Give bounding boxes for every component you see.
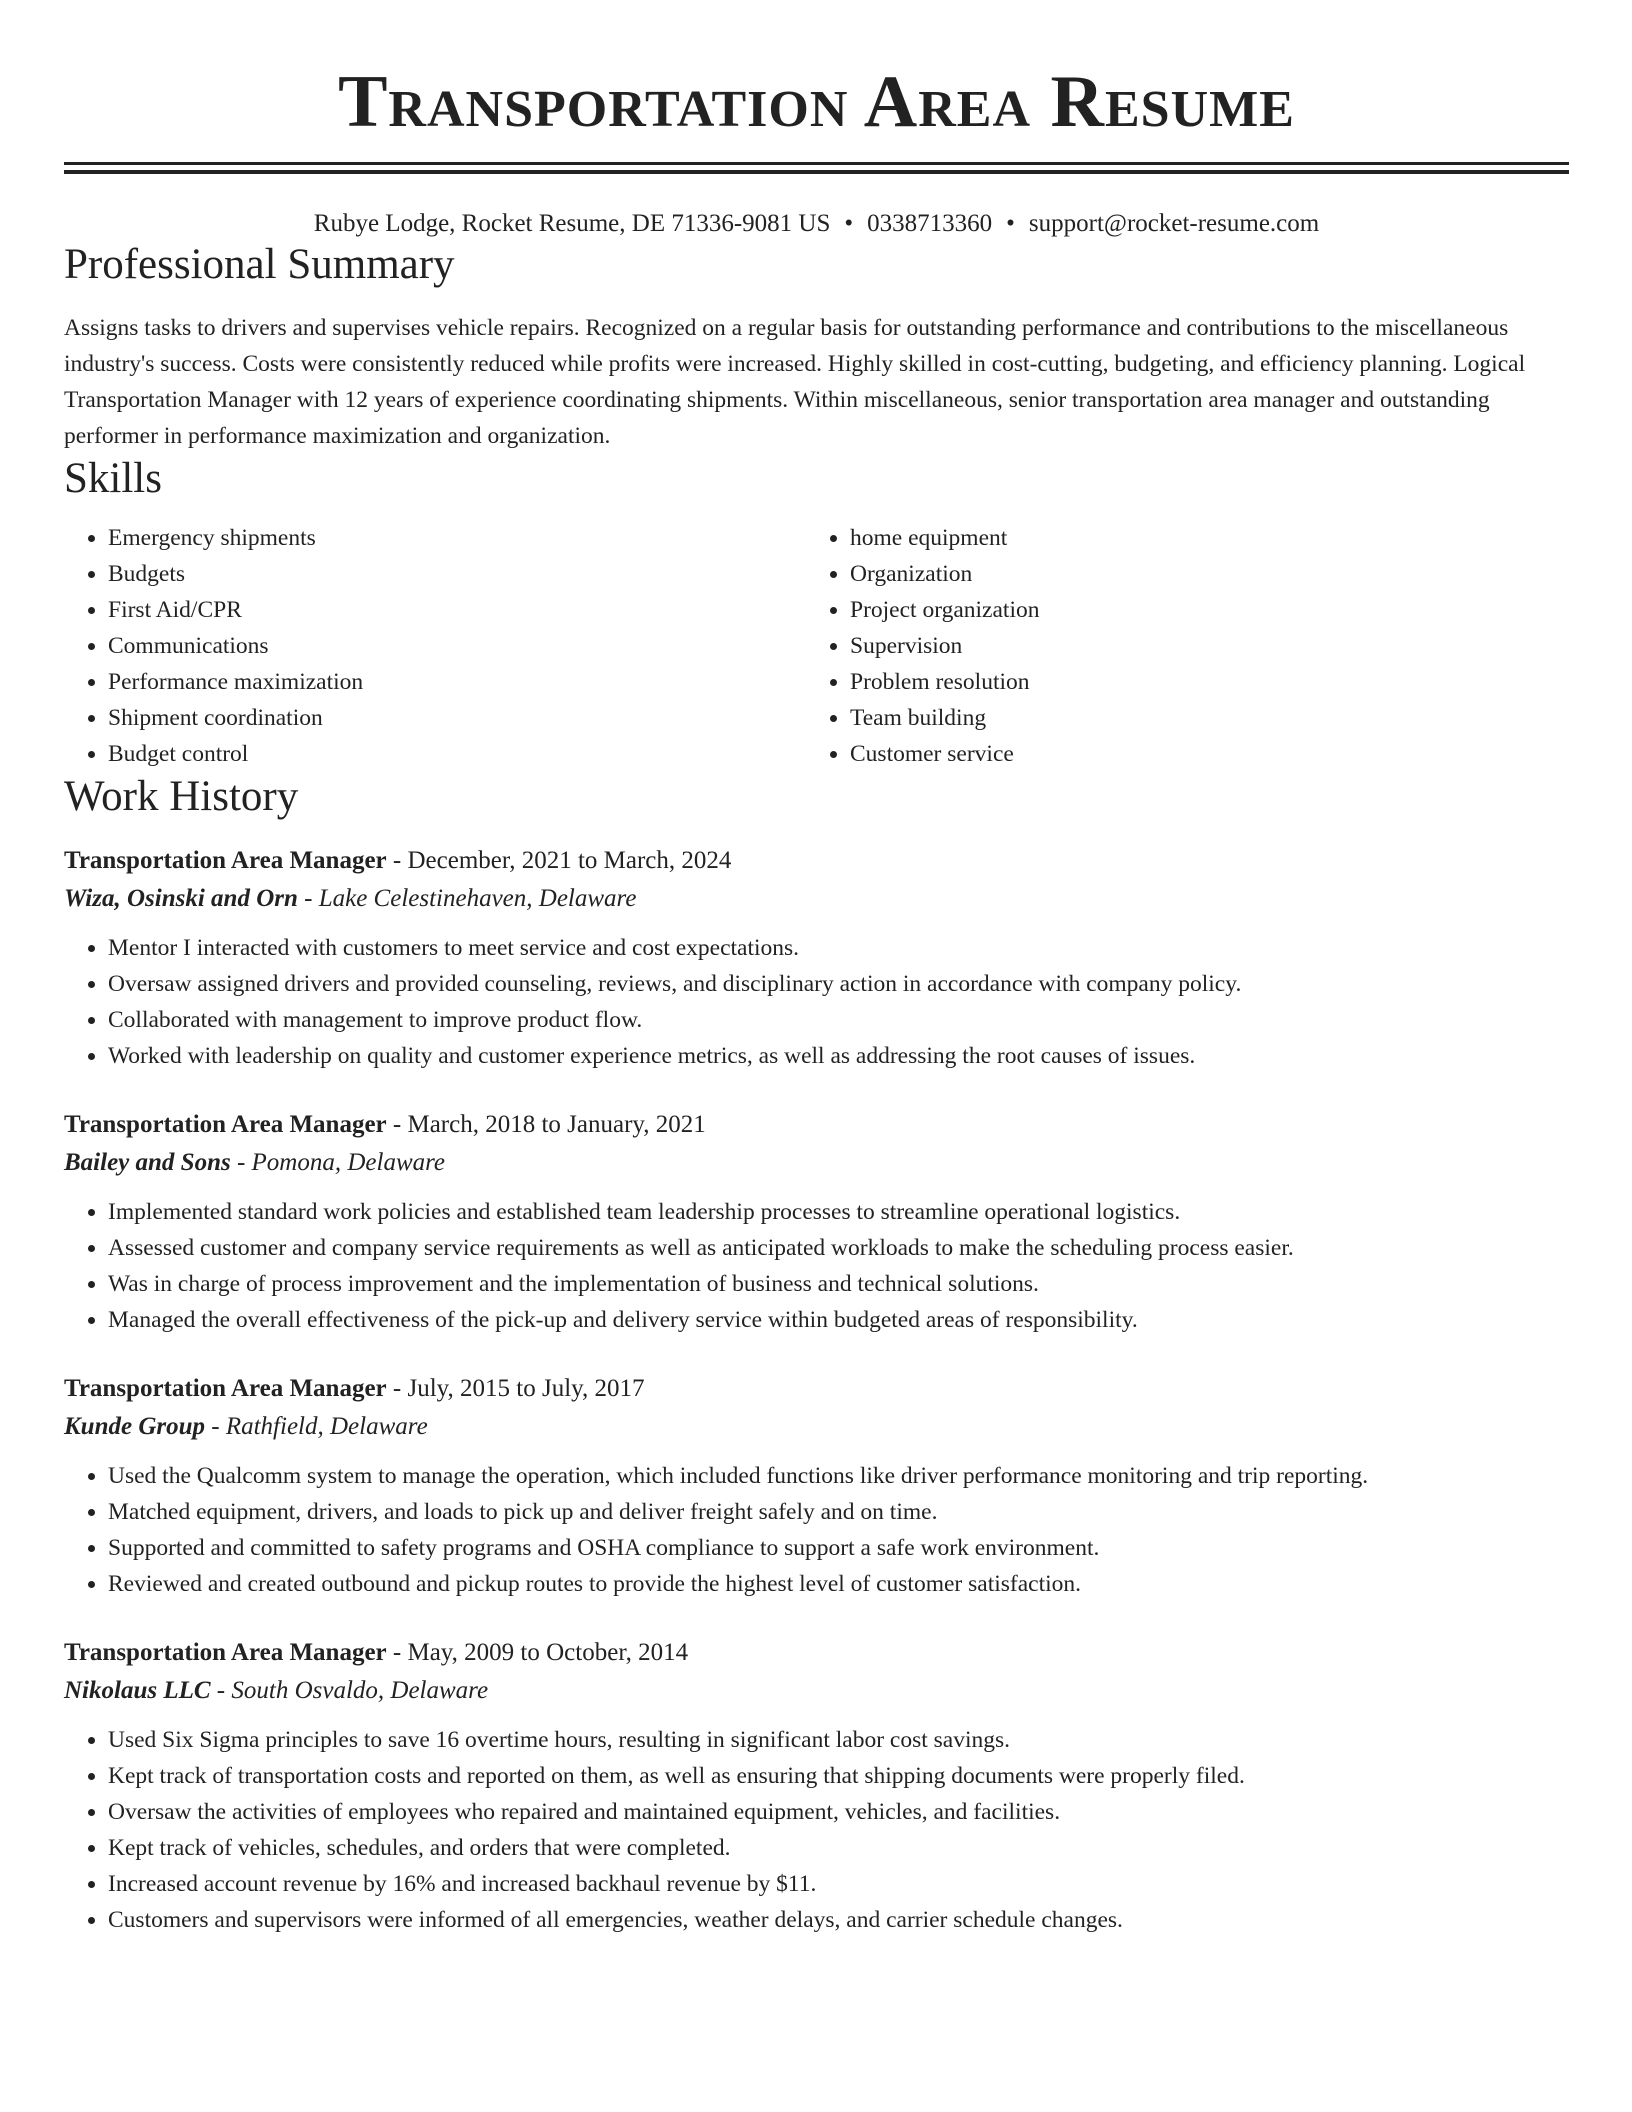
job-dash: - xyxy=(386,847,408,874)
job-title: Transportation Area Manager xyxy=(64,1639,387,1666)
duty-item: • Kept track of vehicles, schedules, and orders that were completed. xyxy=(108,1830,1569,1866)
duty-item: • Oversaw the activities of employees who repaired and maintained equipment, vehicles, and facilities. xyxy=(108,1794,1569,1830)
summary-text: Assigns tasks to drivers and supervises vehicle repairs. Recognized on a regular basis for outstanding performance and contributions to the miscellaneous industry's success. Costs were consistently reduced while profits were increased. Highly skilled in cost-cutting, budgeting, and efficiency planning. Logical Transportation Manager with 12 years of experience coordinating shipments. Within miscellaneous, senior transportation area manager and outstanding performer in performance maximization and organization. xyxy=(64,315,1526,449)
skill-item: • Project organization xyxy=(850,592,1548,628)
job-entry xyxy=(64,1634,1569,1938)
job-title: Transportation Area Manager xyxy=(64,1375,387,1402)
duty-item: • Mentor I interacted with customers to meet service and cost expectations. xyxy=(108,930,1569,966)
duty-item: • Customers and supervisors were informed of all emergencies, weather delays, and carrier schedule changes. xyxy=(108,1902,1569,1938)
job-title: Transportation Area Manager xyxy=(64,847,387,874)
job-dash: - xyxy=(386,1639,408,1666)
skills-column-right xyxy=(806,520,1548,772)
skill-item: • First Aid/CPR xyxy=(108,592,806,628)
duty-item: • Supported and committed to safety programs and OSHA compliance to support a safe work environment. xyxy=(108,1530,1569,1566)
job-dates: May, 2009 to October, 2014 xyxy=(407,1639,689,1666)
job-location: Rathfield, Delaware xyxy=(225,1413,428,1440)
duty-item: • Managed the overall effectiveness of the pick-up and delivery service within budgeted areas of responsibility. xyxy=(108,1302,1569,1338)
job-entry xyxy=(64,1370,1569,1602)
job-location: Lake Celestinehaven, Delaware xyxy=(318,885,637,912)
duty-item: • Matched equipment, drivers, and loads to pick up and deliver freight safely and on time. xyxy=(108,1494,1569,1530)
duty-item: • Implemented standard work policies and established team leadership processes to streamline operational logistics. xyxy=(108,1194,1569,1230)
duty-item: • Worked with leadership on quality and customer experience metrics, as well as addressing the root causes of issues. xyxy=(108,1038,1569,1074)
resume-page xyxy=(64,0,1569,1938)
duty-item: • Used the Qualcomm system to manage the operation, which included functions like driver performance monitoring and trip reporting. xyxy=(108,1458,1569,1494)
duty-item: • Used Six Sigma principles to save 16 overtime hours, resulting in significant labor cost savings. xyxy=(108,1722,1569,1758)
skills-list xyxy=(64,520,1569,772)
job-company: Kunde Group xyxy=(64,1413,206,1440)
job-dates: December, 2021 to March, 2024 xyxy=(407,847,732,874)
job-dates: July, 2015 to July, 2017 xyxy=(407,1375,645,1402)
skills-heading: Skills xyxy=(64,455,162,502)
contact-separator: • xyxy=(844,210,854,237)
skill-item: • home equipment xyxy=(850,520,1548,556)
contact-address: Rubye Lodge, Rocket Resume, DE 71336-9081 US xyxy=(313,210,831,237)
job-dash: - xyxy=(210,1677,232,1704)
skill-item: • Budget control xyxy=(108,736,806,772)
job-entry xyxy=(64,1106,1569,1338)
summary-heading: Professional Summary xyxy=(64,241,455,288)
skills-column-left xyxy=(64,520,806,772)
contact-phone: 0338713360 xyxy=(867,210,993,237)
duty-item: • Collaborated with management to improve product flow. xyxy=(108,1002,1569,1038)
skill-item: • Shipment coordination xyxy=(108,700,806,736)
job-duties xyxy=(64,1458,1569,1602)
job-employer xyxy=(64,1672,1569,1710)
skill-item: • Emergency shipments xyxy=(108,520,806,556)
job-location: Pomona, Delaware xyxy=(251,1149,446,1176)
job-header xyxy=(64,1370,1569,1408)
job-dash: - xyxy=(230,1149,252,1176)
job-employer xyxy=(64,1144,1569,1182)
job-location: South Osvaldo, Delaware xyxy=(231,1677,489,1704)
job-header xyxy=(64,842,1569,880)
skill-item: • Team building xyxy=(850,700,1548,736)
job-duties xyxy=(64,930,1569,1074)
job-dash: - xyxy=(386,1111,408,1138)
job-dash: - xyxy=(205,1413,226,1440)
skill-item: • Problem resolution xyxy=(850,664,1548,700)
skill-item: • Customer service xyxy=(850,736,1548,772)
duty-item: • Increased account revenue by 16% and increased backhaul revenue by $11. xyxy=(108,1866,1569,1902)
duty-item: • Reviewed and created outbound and pickup routes to provide the highest level of customer satisfaction. xyxy=(108,1566,1569,1602)
skill-item: • Performance maximization xyxy=(108,664,806,700)
skill-item: • Supervision xyxy=(850,628,1548,664)
job-company: Nikolaus LLC xyxy=(64,1677,211,1704)
resume-title: Transportation Area Resume xyxy=(338,61,1295,143)
job-header xyxy=(64,1106,1569,1144)
job-employer xyxy=(64,1408,1569,1446)
job-employer xyxy=(64,880,1569,918)
work-history-heading: Work History xyxy=(64,773,299,820)
duty-item: • Kept track of transportation costs and reported on them, as well as ensuring that shipping documents were properly filed. xyxy=(108,1758,1569,1794)
contact-email: support@rocket-resume.com xyxy=(1028,210,1320,237)
job-dash: - xyxy=(386,1375,408,1402)
skill-item: • Communications xyxy=(108,628,806,664)
job-header xyxy=(64,1634,1569,1672)
job-title: Transportation Area Manager xyxy=(64,1111,387,1138)
duty-item: • Oversaw assigned drivers and provided counseling, reviews, and disciplinary action in accordance with company policy. xyxy=(108,966,1569,1002)
job-duties xyxy=(64,1194,1569,1338)
skill-item: • Budgets xyxy=(108,556,806,592)
job-dates: March, 2018 to January, 2021 xyxy=(407,1111,706,1138)
job-duties xyxy=(64,1722,1569,1938)
job-dash: - xyxy=(297,885,319,912)
duty-item: • Was in charge of process improvement and the implementation of business and technical solutions. xyxy=(108,1266,1569,1302)
job-company: Wiza, Osinski and Orn xyxy=(64,885,298,912)
skill-item: • Organization xyxy=(850,556,1548,592)
title-divider xyxy=(64,162,1569,174)
contact-info xyxy=(64,208,1569,240)
job-company: Bailey and Sons xyxy=(64,1149,231,1176)
duty-item: • Assessed customer and company service requirements as well as anticipated workloads to make the scheduling process easier. xyxy=(108,1230,1569,1266)
contact-separator: • xyxy=(1006,210,1015,237)
job-entry xyxy=(64,842,1569,1074)
